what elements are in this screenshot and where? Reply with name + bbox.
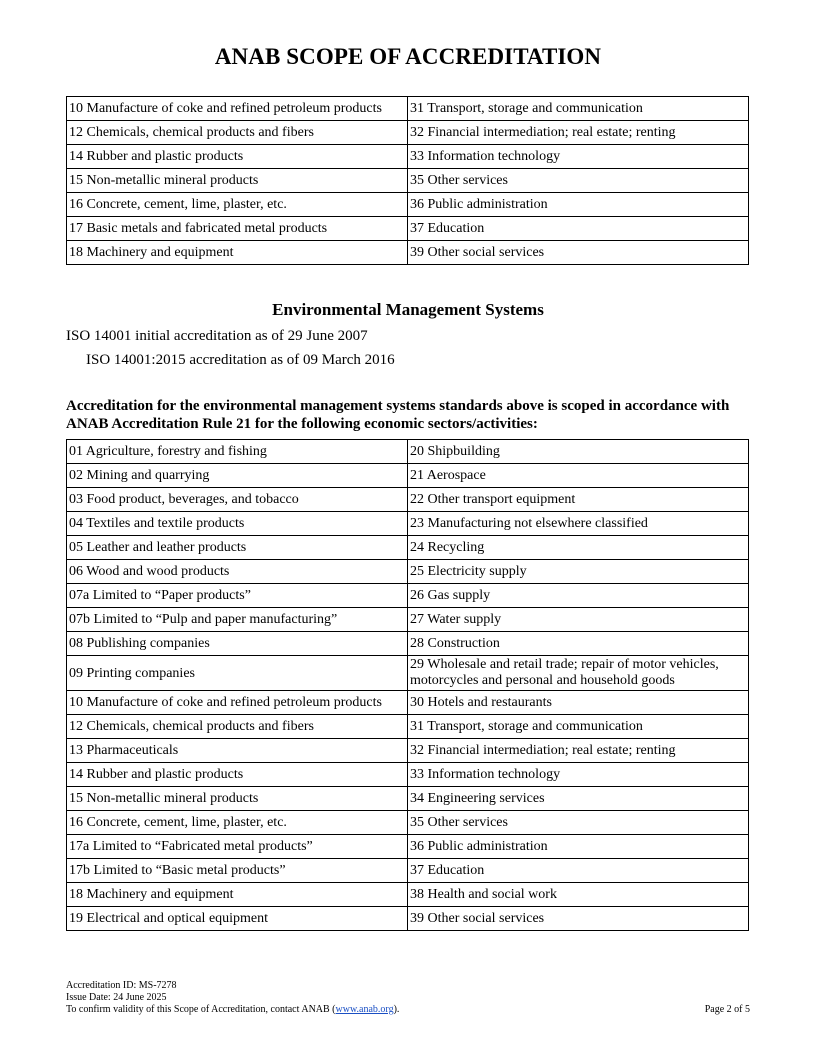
ems-sector-table: [66, 439, 749, 931]
table-row: [67, 787, 749, 811]
sector-cell-left: 10 Manufacture of coke and refined petroleum products: [67, 691, 408, 715]
sector-cell-left: 10 Manufacture of coke and refined petroleum products: [67, 97, 408, 121]
sector-cell-left: 07a Limited to “Paper products”: [67, 584, 408, 608]
sector-cell-right: 26 Gas supply: [408, 584, 749, 608]
table-row: [67, 691, 749, 715]
table-row: [67, 715, 749, 739]
table-row: [67, 835, 749, 859]
sector-cell-left: 17a Limited to “Fabricated metal products”: [67, 835, 408, 859]
sector-cell-right: 36 Public administration: [408, 193, 749, 217]
table-row: [67, 241, 749, 265]
sector-cell-right: 33 Information technology: [408, 145, 749, 169]
page-footer: [66, 980, 750, 1016]
table-row: [67, 859, 749, 883]
sector-cell-left: 08 Publishing companies: [67, 632, 408, 656]
qms-sector-table: [66, 96, 749, 265]
table-row: [67, 656, 749, 691]
sector-cell-right: 24 Recycling: [408, 536, 749, 560]
sector-cell-left: 14 Rubber and plastic products: [67, 763, 408, 787]
table-row: [67, 488, 749, 512]
sector-cell-right: 37 Education: [408, 859, 749, 883]
sector-cell-left: 12 Chemicals, chemical products and fibers: [67, 715, 408, 739]
sector-cell-right: 31 Transport, storage and communication: [408, 715, 749, 739]
table-row: [67, 169, 749, 193]
sector-cell-left: 04 Textiles and textile products: [67, 512, 408, 536]
table-row: [67, 97, 749, 121]
confirm-validity-text: To confirm validity of this Scope of Accreditation, contact ANAB (www.anab.org).: [66, 1004, 400, 1015]
sector-cell-right: 31 Transport, storage and communication: [408, 97, 749, 121]
table-row: [67, 883, 749, 907]
sector-cell-left: 15 Non-metallic mineral products: [67, 787, 408, 811]
sector-cell-right: 21 Aerospace: [408, 464, 749, 488]
ems-initial-accreditation: ISO 14001 initial accreditation as of 29 June 2007: [66, 328, 368, 344]
sector-cell-right: 32 Financial intermediation; real estate; renting: [408, 121, 749, 145]
sector-cell-left: 06 Wood and wood products: [67, 560, 408, 584]
sector-cell-left: 13 Pharmaceuticals: [67, 739, 408, 763]
ems-current-accreditation: ISO 14001:2015 accreditation as of 09 March 2016: [86, 352, 395, 368]
table-row: [67, 907, 749, 931]
table-row: [67, 763, 749, 787]
sector-cell-right: 34 Engineering services: [408, 787, 749, 811]
sector-cell-left: 15 Non-metallic mineral products: [67, 169, 408, 193]
table-row: [67, 536, 749, 560]
sector-cell-left: 16 Concrete, cement, lime, plaster, etc.: [67, 193, 408, 217]
table-row: [67, 608, 749, 632]
table-row: [67, 632, 749, 656]
table-row: [67, 584, 749, 608]
table-row: [67, 121, 749, 145]
sector-cell-right: 23 Manufacturing not elsewhere classified: [408, 512, 749, 536]
anab-website-link[interactable]: www.anab.org: [335, 1004, 394, 1015]
sector-cell-right: 38 Health and social work: [408, 883, 749, 907]
sector-cell-right: 35 Other services: [408, 811, 749, 835]
sector-cell-right: 25 Electricity supply: [408, 560, 749, 584]
table-row: [67, 193, 749, 217]
sector-cell-left: 05 Leather and leather products: [67, 536, 408, 560]
table-row: [67, 145, 749, 169]
sector-cell-right: 27 Water supply: [408, 608, 749, 632]
ems-section-heading: Environmental Management Systems: [272, 300, 544, 319]
sector-cell-left: 07b Limited to “Pulp and paper manufacturing”: [67, 608, 408, 632]
sector-cell-right: 29 Wholesale and retail trade; repair of motor vehicles, motorcycles and personal and household goods: [408, 656, 749, 691]
accreditation-id: Accreditation ID: MS-7278: [66, 980, 177, 991]
sector-cell-right: 20 Shipbuilding: [408, 440, 749, 464]
sector-cell-right: 30 Hotels and restaurants: [408, 691, 749, 715]
sector-cell-left: 03 Food product, beverages, and tobacco: [67, 488, 408, 512]
sector-cell-right: 36 Public administration: [408, 835, 749, 859]
sector-cell-left: 18 Machinery and equipment: [67, 241, 408, 265]
table-row: [67, 560, 749, 584]
sector-cell-right: 39 Other social services: [408, 241, 749, 265]
table-row: [67, 217, 749, 241]
table-row: [67, 464, 749, 488]
sector-cell-left: 02 Mining and quarrying: [67, 464, 408, 488]
sector-cell-right: 32 Financial intermediation; real estate; renting: [408, 739, 749, 763]
sector-cell-right: 33 Information technology: [408, 763, 749, 787]
sector-cell-left: 09 Printing companies: [67, 656, 408, 691]
sector-cell-left: 14 Rubber and plastic products: [67, 145, 408, 169]
issue-date: Issue Date: 24 June 2025: [66, 992, 167, 1003]
sector-cell-left: 01 Agriculture, forestry and fishing: [67, 440, 408, 464]
sector-cell-right: 37 Education: [408, 217, 749, 241]
sector-cell-left: 18 Machinery and equipment: [67, 883, 408, 907]
page-title: ANAB SCOPE OF ACCREDITATION: [214, 44, 602, 69]
table-row: [67, 440, 749, 464]
sector-cell-left: 17 Basic metals and fabricated metal products: [67, 217, 408, 241]
page-number: Page 2 of 5: [704, 1004, 750, 1015]
sector-cell-left: 16 Concrete, cement, lime, plaster, etc.: [67, 811, 408, 835]
sector-cell-right: 35 Other services: [408, 169, 749, 193]
sector-cell-left: 12 Chemicals, chemical products and fibers: [67, 121, 408, 145]
sector-cell-right: 39 Other social services: [408, 907, 749, 931]
table-row: [67, 512, 749, 536]
table-row: [67, 811, 749, 835]
ems-scope-note: Accreditation for the environmental management systems standards above is scoped in accordance with ANAB Accreditation Rule 21 for the following economic sectors/activities:: [66, 398, 730, 432]
sector-cell-left: 19 Electrical and optical equipment: [67, 907, 408, 931]
sector-cell-left: 17b Limited to “Basic metal products”: [67, 859, 408, 883]
sector-cell-right: 28 Construction: [408, 632, 749, 656]
sector-cell-right: 22 Other transport equipment: [408, 488, 749, 512]
table-row: [67, 739, 749, 763]
